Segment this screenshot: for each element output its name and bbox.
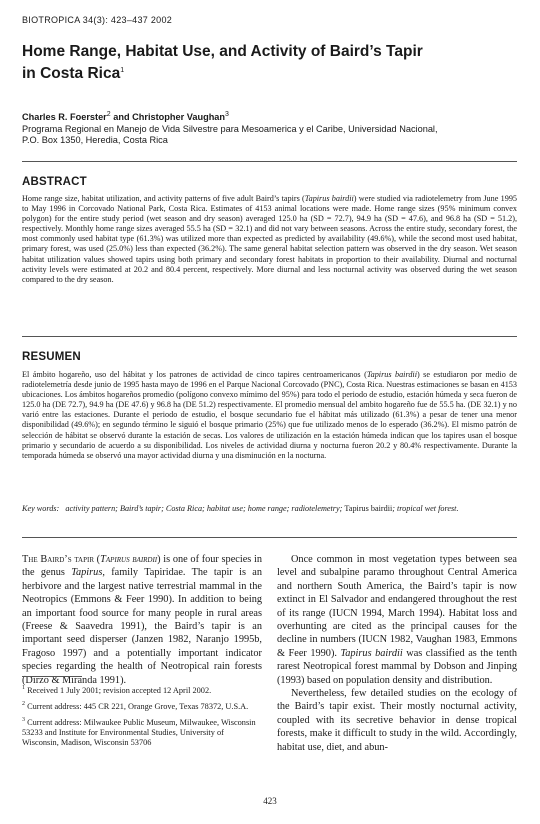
abstract-heading: ABSTRACT [22, 176, 87, 188]
author-and: and [110, 112, 133, 123]
author-block [22, 109, 512, 147]
title-line-1: Home Range, Habitat Use, and Activity of Baird’s Tapir [22, 43, 423, 60]
body-column-left [22, 553, 262, 687]
right-p1-text: Once common in most vegetation types between sea level and subalpine paramo throughout Central America and northern South America, the Baird’s tapir is now extinct in El Salvador and endangered throughout the rest of its range (IUCN 1994, March 1994). Habitat loss and overhunting are cited as the principal causes for the decline in numbers (IUCN 1982, Vaughan 1983, Emmons & Feer 1990). [277, 554, 517, 659]
divider-top [22, 161, 517, 162]
author-1: Charles R. Foerster [22, 112, 107, 123]
footnote-rule [22, 676, 82, 677]
resumen-text-1: El ámbito hogareño, uso del hábitat y los patrones de actividad de cinco tapires centroamericanos ( [22, 370, 367, 379]
right-p1-species: Tapirus bairdii [340, 647, 403, 659]
author-2-mark: 3 [225, 111, 229, 118]
footnote-1-mark: 1 [22, 685, 25, 691]
intro-species: Tapirus bairdii [100, 554, 158, 565]
keywords-list: activity pattern; Baird’s tapir; Costa Rica; habitat use; home range; radiotelemetry; [65, 504, 343, 513]
journal-citation: BIOTROPICA 34(3): 423–437 2002 [22, 15, 173, 25]
footnote-3-text: Current address: Milwaukee Public Museum, Milwaukee, Wisconsin 53233 and Institute for Environmental Studies, University of Wisconsin, Madison, Wisconsin 53706 [22, 717, 256, 748]
footnotes [22, 683, 262, 752]
affiliation-line-1: Programa Regional en Manejo de Vida Silvestre para Mesoamerica y el Caribe, Universidad Nacional, [22, 123, 438, 134]
body-column-right [277, 553, 517, 754]
footnote-2-mark: 2 [22, 701, 25, 708]
resumen-species: Tapirus bairdii [366, 370, 417, 379]
resumen-body [22, 370, 517, 461]
right-p1-tail: was classified as the tenth rarest Neotropical forest mammal by Dobson and Jinping (1993) based on population density and distribution. [277, 647, 517, 686]
title-line-2: in Costa Rica [22, 65, 121, 83]
resumen-text-2: ) se estudiaron por medio de radiotelemetría desde junio de 1995 hasta mayo de 1996 en el Parque Nacional Corcovado (PNC), Costa Rica. Nuestras estimaciones se basan en 4153 ubicaciones. Los ámbitos hogareños promedio (polígono convexo mímimo del 95%) para todo el periodo de estudio, estación húmeda y seca fueron de 125.0 ha (DE 72.7), 94.9 ha (DE 47.6) y 96.8 ha (DE 51.2) respectivamente. El promedio mensual del ambito hogareño fue de 55.5 ha. (DE 32.1) y no varió entre las estaciones. Durante el periodo de estudio, el bosque secundario fue el hábitat más utilizado (61.3%) a pesar de tener una menor disponibilidad (49.6%); en segundo término le siguió el bosque primario (25%) que fue utilizado menos de lo esperado (36.2%). El mismo patrón de selección de hábitat se observó durante la estación de secas. Los valores de utilización en la estación húmeda indican que los tapires usan el bosque primario y secundario de acuerdo a su disponibilidad. Los niveles de actividad diurna y nocturna fueron 20.2 y 80.4% respectivamente. Durante la temporada húmeda se observó una mayor actividad diurna y una disminución en la nocturna. [22, 370, 517, 460]
abstract-body [22, 194, 517, 285]
right-paragraph-2: Nevertheless, few detailed studies on the ecology of the Baird’s tapir exist. Their mostly nocturnal activity, coupled with its secretive behavior in dense tropical forests, make it difficult to study in the wild. Accordingly, habitat use, diet, and abun- [277, 688, 517, 753]
article-title [22, 42, 502, 83]
page-number: 423 [263, 796, 277, 806]
abstract-species: Tapirus bairdii [304, 194, 354, 203]
intro-lead: The Baird’s tapir [22, 554, 94, 565]
keywords-tail: ; tropical wet forest. [392, 504, 459, 513]
intro-text-b: , family Tapiridae. The tapir is an herbivore and the largest native terrestrial mammal in the Neotropics (Emmons & Feer 1990). In addition to being an important food source for many people in rural areas (Freese & Saavedra 1991), the Baird’s tapir is an important seed disperser (Janzen 1982, Naranjo 1995b, Fragoso 1997) and a potentially important indicator species regarding the health of Neotropical rain forests (Dirzo & Miranda 1991). [22, 567, 262, 686]
resumen-heading: RESUMEN [22, 351, 81, 363]
right-paragraph-1 [277, 553, 517, 687]
footnote-2-text: Current address: 445 CR 221, Orange Grove, Texas 78372, U.S.A. [25, 701, 249, 711]
author-1-mark: 2 [106, 111, 111, 118]
divider-bottom [22, 537, 517, 538]
footnote-3 [22, 715, 262, 749]
keywords-label: Key words: [22, 504, 60, 513]
divider-middle [22, 336, 517, 337]
abstract-text-2: ) were studied via radiotelemetry from June 1995 to May 1996 in Corcovado National Park, Costa Rica. Estimates of 4153 animal locations were made. Home range sizes (95% minimum convex polygon) for the entire study period (wet season and dry season) averaged 125.0 ha (SD = 72.7), 94.9 ha (SD = 47.6), and 96.8 ha (SD = 51.2), respectively. Monthly home range sizes averaged 55.5 ha (SD = 32.1) and did not vary between seasons. Across the entire study, secondary forest, the most commonly used habitat type (61.3%) was utilized more than expected as predicted by availability (49.6%), while the second most used habitat, primary forest, was used (25.0%) less than expected (36.2%). The same general habitat selection pattern was observed in the dry season. Wet season habitat utilization values showed tapirs using both primary and secondary forest habitats in proportion to their availability. Diurnal and nocturnal activity levels were estimated at 20.2 and 80.4 percent, respectively. More diurnal and less nocturnal activity was observed during the wet season compared to the dry season. [22, 194, 518, 284]
keywords-species: Tapirus bairdii [344, 504, 393, 513]
affiliation-line-2: P.O. Box 1350, Heredia, Costa Rica [22, 135, 168, 146]
footnote-2 [22, 699, 262, 712]
keywords [22, 503, 517, 514]
author-2: Christopher Vaughan [132, 112, 226, 123]
intro-paren-open: ( [93, 554, 101, 565]
title-footnote-mark: 1 [120, 67, 125, 74]
footnote-3-mark: 3 [22, 717, 25, 724]
footnote-1 [22, 683, 262, 696]
intro-paragraph [22, 553, 262, 687]
intro-text-a: ) is one of four species in the genus [22, 554, 262, 579]
intro-genus: Tapirus [71, 567, 103, 579]
footnote-1-text: Received 1 July 2001; revision accepted 12 April 2002. [25, 685, 212, 695]
abstract-text-1: Home range size, habitat utilization, and activity patterns of five adult Baird’s tapirs ( [22, 194, 305, 203]
